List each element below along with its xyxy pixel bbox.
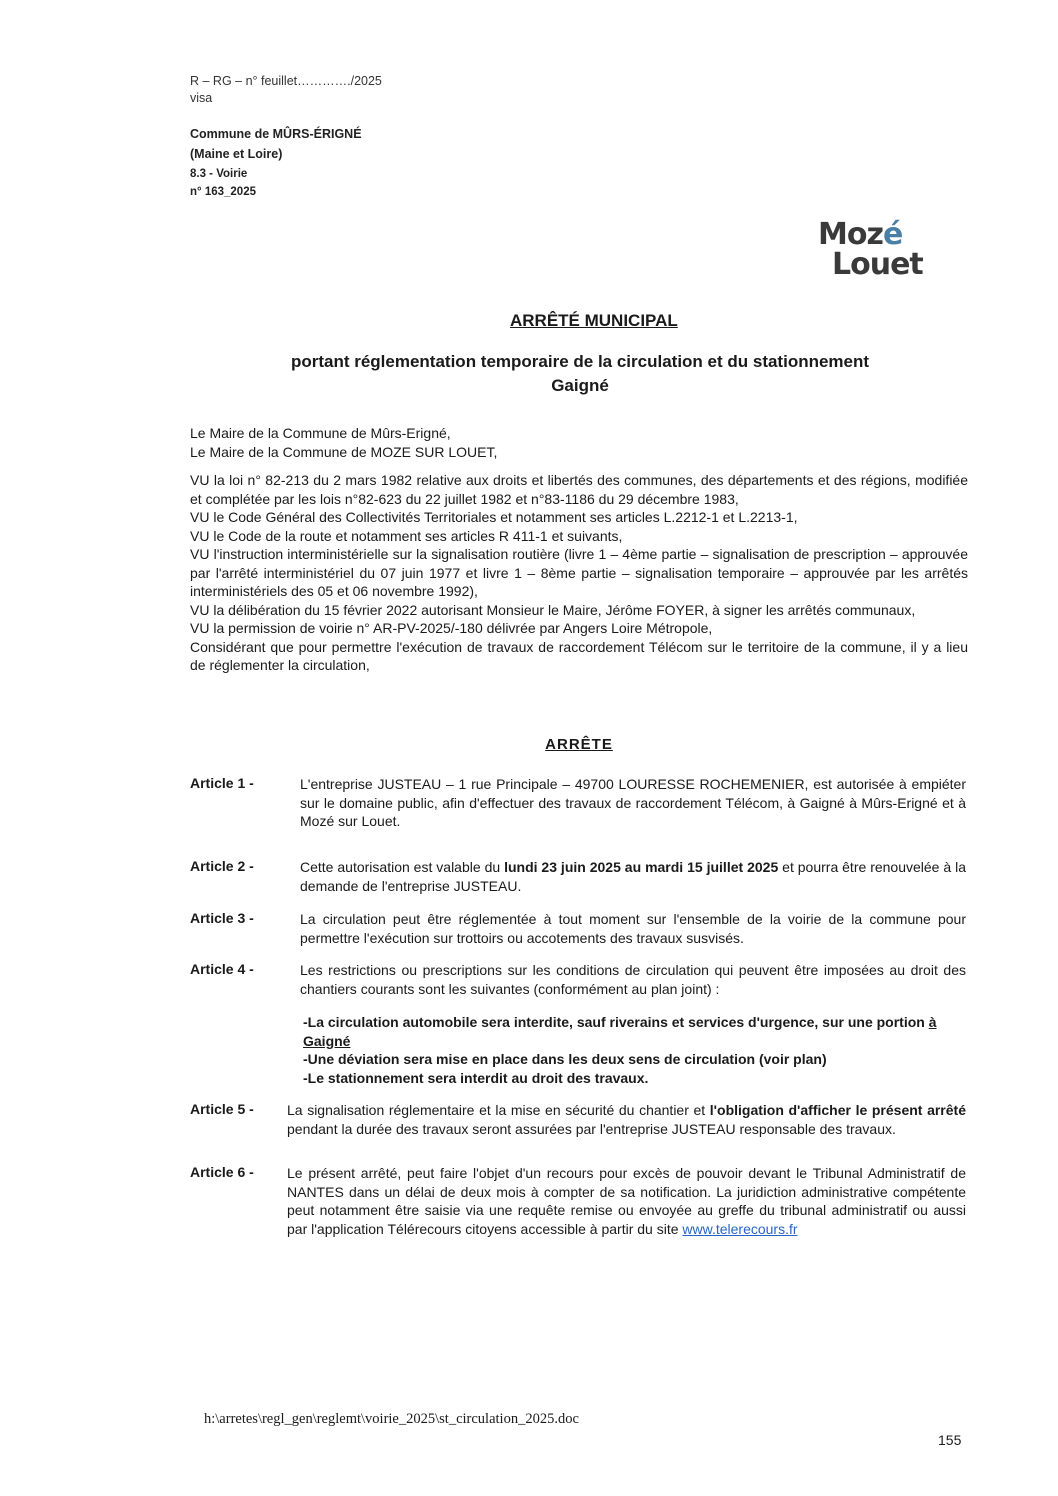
article-5-label: Article 5 - [190,1101,254,1117]
bullet-3: -Le stationnement sera interdit au droit des travaux. [303,1069,649,1086]
bullet-1: -La circulation automobile sera interdite, sauf riverains et services d'urgence, sur une portion à Gaigné [303,1014,937,1049]
article-4-bullets [303,1013,966,1087]
logo-accent: é [882,217,903,252]
article-5-text: La signalisation réglementaire et la mise en sécurité du chantier et l'obligation d'afficher le présent arrêté pendant la durée des travaux seront assurées par l'entreprise JUSTEAU responsable des travaux. [287,1102,966,1137]
registry-line: R – RG – n° feuillet…………./2025 [190,74,382,88]
article-6-text: Le présent arrêté, peut faire l'objet d'un recours pour excès de pouvoir devant le Tribunal Administratif de NANTES dans un délai de deux mois à compter de sa notification. La juridiction administrative compétente peut notamment être saisie via une requête remise ou envoyée au greffe du tribunal administratif ou aussi par l'application Télérecours citoyens accessible à partir du site www.telerecours.fr [287,1165,966,1237]
page-number: 155 [938,1432,962,1448]
vu-3: VU le Code de la route et notamment ses articles R 411-1 et suivants, [190,527,623,544]
article-4-text: Les restrictions ou prescriptions sur les conditions de circulation qui peuvent être imposées au droit des chantiers courants sont les suivantes (conformément au plan joint) : [300,962,966,997]
vu-1: VU la loi n° 82-213 du 2 mars 1982 relative aux droits et libertés des communes, des départements et des régions, modifiée et complétée par les lois n°82-623 du 22 juillet 1982 et n°83-1186 du 29 décembre 1983, [190,472,968,507]
commune-name: Commune de MÛRS-ÉRIGNÉ [190,127,362,141]
article-2-label: Article 2 - [190,858,254,874]
considerant: Considérant que pour permettre l'exécution de travaux de raccordement Télécom sur le territoire de la commune, il y a lieu de réglementer la circulation, [190,638,968,673]
article-4-label: Article 4 - [190,961,254,977]
article-3-text: La circulation peut être réglementée à tout moment sur l'ensemble de la voirie de la commune pour permettre l'exécution sur trottoirs ou accotements des travaux susvisés. [300,911,966,946]
logo-text-2: Louet [832,247,923,282]
decree-number: n° 163_2025 [190,186,256,198]
mayor-1: Le Maire de la Commune de Mûrs-Erigné, [190,425,451,441]
preamble [190,424,968,675]
vu-6: VU la permission de voirie n° AR-PV-2025/-180 délivrée par Angers Loire Métropole, [190,620,713,636]
category: 8.3 - Voirie [190,168,248,180]
subtitle-line-2: Gaigné [551,376,609,395]
bullet-2: -Une déviation sera mise en place dans les deux sens de circulation (voir plan) [303,1051,827,1067]
subtitle [190,350,970,398]
file-path: h:\arretes\regl_gen\reglemt\voirie_2025\st_circulation_2025.doc [204,1411,579,1427]
article-2-text: Cette autorisation est valable du lundi 23 juin 2025 au mardi 15 juillet 2025 et pourra être renouvelée à la demande de l'entreprise JUSTEAU. [300,859,966,894]
vu-5: VU la délibération du 15 février 2022 autorisant Monsieur le Maire, Jérôme FOYER, à signer les arrêtés communaux, [190,601,916,618]
article-3-label: Article 3 - [190,910,254,926]
department: (Maine et Loire) [190,147,283,161]
moze-louet-logo [818,217,923,290]
vu-2: VU le Code Général des Collectivités Territoriales et notamment ses articles L.2212-1 et L.2213-1, [190,509,798,525]
mayor-2: Le Maire de la Commune de MOZE SUR LOUET, [190,443,498,460]
article-1-text: L'entreprise JUSTEAU – 1 rue Principale – 49700 LOURESSE ROCHEMENIER, est autorisée à empiéter sur le domaine public, afin d'effectuer des travaux de raccordement Télécom, à Gaigné à Mûrs-Erigné et à Mozé sur Louet. [300,776,966,829]
page-title: ARRÊTÉ MUNICIPAL [510,311,678,330]
logo-text-1: Moz [818,217,883,252]
vu-4: VU l'instruction interministérielle sur la signalisation routière (livre 1 – 4ème partie – signalisation de prescription – approuvée par l'arrêté interministériel du 07 juin 1977 et livre 1 – 8ème partie – signalisation temporaire – approuvée par les arrêtés interministériels des 05 et 06 novembre 1992), [190,546,968,599]
subtitle-line-1: portant réglementation temporaire de la circulation et du stationnement [290,352,870,371]
registry-visa: visa [190,91,213,105]
article-1-label: Article 1 - [190,775,254,791]
arrete-heading: ARRÊTE [545,736,613,753]
article-6-label: Article 6 - [190,1164,254,1180]
telerecours-link[interactable]: www.telerecours.fr [682,1220,798,1237]
